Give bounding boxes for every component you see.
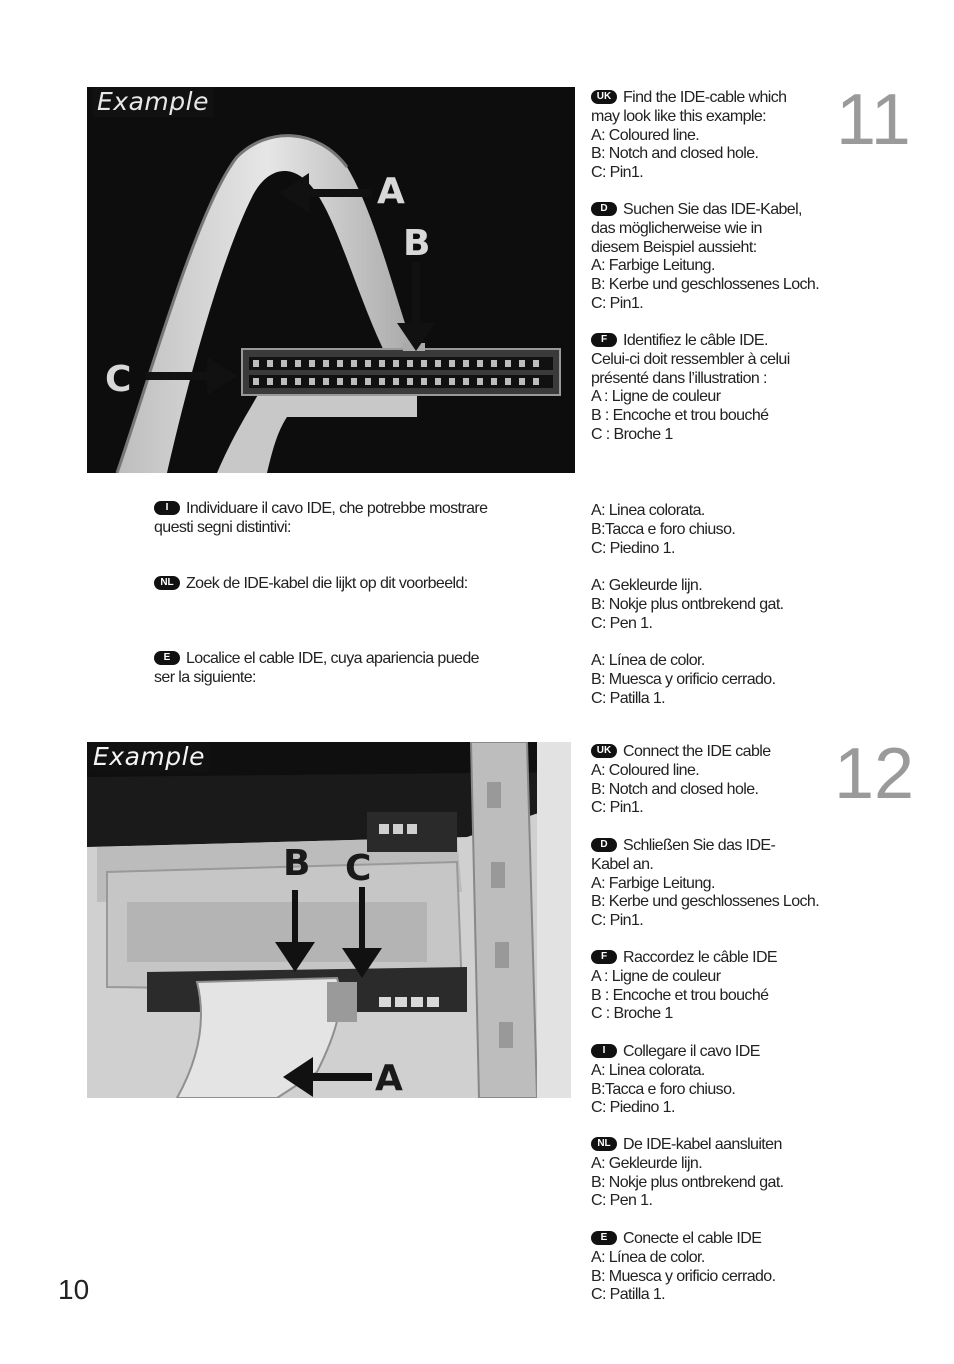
language-badge-e: E bbox=[591, 1231, 617, 1245]
language-badge-nl: NL bbox=[591, 1137, 617, 1151]
page-number: 10 bbox=[58, 1274, 90, 1305]
step11-nl-items: A: Gekleurde lijn. B: Nokje plus ontbrekend gat. C: Pen 1. bbox=[591, 577, 784, 632]
step11-e-items: A: Línea de color. B: Muesca y orificio cerrado. C: Patilla 1. bbox=[591, 652, 776, 707]
language-badge-e: E bbox=[154, 651, 180, 665]
drive-connection-photo bbox=[87, 742, 571, 1098]
step12-e-text: E Conecte el cable IDE A: Línea de color. B: Muesca y orificio cerrado. C: Patilla 1. bbox=[591, 1230, 776, 1304]
ide-cable-illustration bbox=[87, 87, 575, 473]
step12-nl-text: NL De IDE-kabel aansluiten A: Gekleurde lijn. B: Nokje plus ontbrekend gat. C: Pen 1. bbox=[591, 1136, 784, 1210]
step12-f-text: F Raccordez le câble IDE A : Ligne de couleur B : Encoche et trou bouché C : Broche 1 bbox=[591, 949, 777, 1023]
callout-b: B bbox=[403, 223, 431, 264]
language-badge-d: D bbox=[591, 202, 617, 216]
step12-i-text: I Collegare il cavo IDE A: Linea colorata. B:Tacca e foro chiuso. C: Piedino 1. bbox=[591, 1043, 760, 1117]
step11-i-items: A: Linea colorata. B:Tacca e foro chiuso. C: Piedino 1. bbox=[591, 502, 736, 557]
step12-uk-text: UK Connect the IDE cable A: Coloured line. B: Notch and closed hole. C: Pin1. bbox=[591, 743, 771, 817]
ide-connector bbox=[242, 349, 560, 395]
language-badge-uk: UK bbox=[591, 744, 617, 758]
language-badge-nl: NL bbox=[154, 576, 180, 590]
step11-d-text: D Suchen Sie das IDE-Kabel, das möglicherweise wie in diesem Beispiel aussieht: A: Farbige Leitung. B: Kerbe und geschlossenes Loch. C: Pin1. bbox=[591, 201, 820, 312]
step-number: 11 bbox=[836, 80, 911, 160]
language-badge-d: D bbox=[591, 838, 617, 852]
step12-d-text: D Schließen Sie das IDE- Kabel an. A: Farbige Leitung. B: Kerbe und geschlossenes Loch. C: Pin1. bbox=[591, 837, 820, 930]
language-badge-uk: UK bbox=[591, 90, 617, 104]
drive-connection-illustration bbox=[87, 742, 571, 1098]
callout-b: B bbox=[283, 843, 311, 884]
step11-e-text: E Localice el cable IDE, cuya apariencia puede ser la siguiente: bbox=[154, 650, 479, 686]
example-label: Example bbox=[93, 87, 213, 117]
step11-uk-text: UK Find the IDE-cable which may look like this example: A: Coloured line. B: Notch and closed hole. C: Pin1. bbox=[591, 89, 787, 182]
language-badge-i: I bbox=[591, 1044, 617, 1058]
callout-a: A bbox=[375, 1058, 403, 1098]
step-number: 12 bbox=[834, 734, 915, 814]
language-badge-f: F bbox=[591, 950, 617, 964]
language-badge-i: I bbox=[154, 501, 180, 515]
ide-cable-photo bbox=[87, 87, 575, 473]
callout-c: C bbox=[105, 359, 132, 400]
callout-a: A bbox=[377, 171, 405, 212]
step11-i-text: I Individuare il cavo IDE, che potrebbe mostrare questi segni distintivi: bbox=[154, 500, 488, 536]
language-badge-f: F bbox=[591, 333, 617, 347]
step11-nl-text: NL Zoek de IDE-kabel die lijkt op dit voorbeeld: bbox=[154, 575, 468, 594]
step11-f-text: F Identifiez le câble IDE. Celui-ci doit ressembler à celui présenté dans l’illustration : A : Ligne de couleur B : Encoche et trou bouché C : Broche 1 bbox=[591, 332, 790, 443]
callout-c: C bbox=[345, 848, 372, 889]
example-label: Example bbox=[89, 742, 209, 772]
